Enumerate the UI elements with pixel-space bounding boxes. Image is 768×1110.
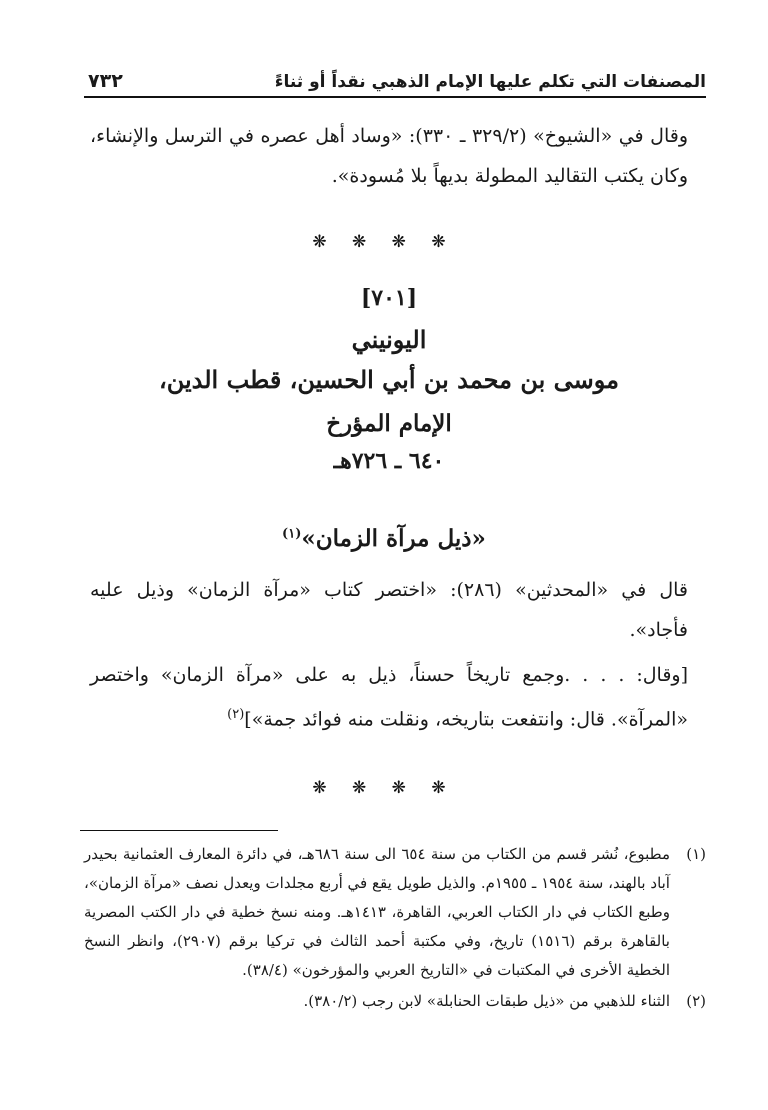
section-separator-bottom: ❋ ❋ ❋ ❋ xyxy=(312,778,456,798)
quote-footnote-ref: (٢) xyxy=(227,707,245,722)
paragraph-muhaddithin: قال في «المحدثين» (٢٨٦): «اختصر كتاب «مرآة الزمان» وذيل عليه فأجاد». xyxy=(90,579,688,641)
running-title: المصنفات التي تكلم عليها الإمام الذهبي نقداً أو ثناءً xyxy=(274,72,706,92)
intro-paragraph: وقال في «الشيوخ» (٣٢٩/٢ ـ ٣٣٠): «وساد أهل عصره في الترسل والإنشاء، وكان يكتب التقاليد المطولة بديهاً بلا مُسودة». xyxy=(90,125,688,187)
entry-full-name: موسى بن محمد بن أبي الحسين، قطب الدين، xyxy=(158,365,620,394)
entry-number: [٧٠١] xyxy=(360,285,418,311)
book-title-text: «ذيل مرآة الزمان» xyxy=(301,525,486,552)
paragraph-quote xyxy=(90,655,688,739)
footnote-item xyxy=(84,987,706,1016)
entry-nisba: اليونيني xyxy=(351,325,427,354)
header-rule xyxy=(84,96,706,98)
entry-dates: ٦٤٠ ـ ٧٢٦هـ xyxy=(333,448,445,474)
page-number: ٧٣٢ xyxy=(88,70,123,92)
section-separator-top: ❋ ❋ ❋ ❋ xyxy=(312,232,456,252)
footnote-number: (٢) xyxy=(686,992,706,1010)
paragraph-quote-text: [وقال: . . . .وجمع تاريخاً حسناً، ذيل به على «مرآة الزمان» واختصر «المرآة». قال: وانتفعت بتاريخه، ونقلت منه فوائد جمة»] xyxy=(90,664,688,731)
footnotes xyxy=(84,840,706,1018)
footnote-item xyxy=(84,840,706,985)
book-title xyxy=(90,525,768,552)
footnote-number: (١) xyxy=(686,845,706,863)
page-header xyxy=(88,58,706,92)
book-footnote-ref: (١) xyxy=(282,526,302,542)
footnote-rule xyxy=(80,830,278,831)
footnote-text: مطبوع، نُشر قسم من الكتاب من سنة ٦٥٤ الى سنة ٦٨٦هـ، في دائرة المعارف العثمانية بحيدر آباد بالهند، سنة ١٩٥٤ ـ ١٩٥٥م. والذيل طويل يقع في أربع مجلدات ويعدل نصف «مرآة الزمان»، وطبع الكتاب في دار الكتاب العربي، القاهرة، ١٤١٣هـ. ومنه نسخ خطية في دار الكتب المصرية بالقاهرة برقم (١٥١٦) تاريخ، وفي مكتبة أحمد الثالث في تركيا برقم (٢٩٠٧)، وانظر النسخ الخطية الأخرى في المكتبات في «التاريخ العربي والمؤرخون» (٣٨/٤). xyxy=(84,845,671,979)
entry-title: الإمام المؤرخ xyxy=(326,410,452,437)
footnote-text: الثناء للذهبي من «ذيل طبقات الحنابلة» لابن رجب (٣٨٠/٢). xyxy=(303,992,670,1010)
